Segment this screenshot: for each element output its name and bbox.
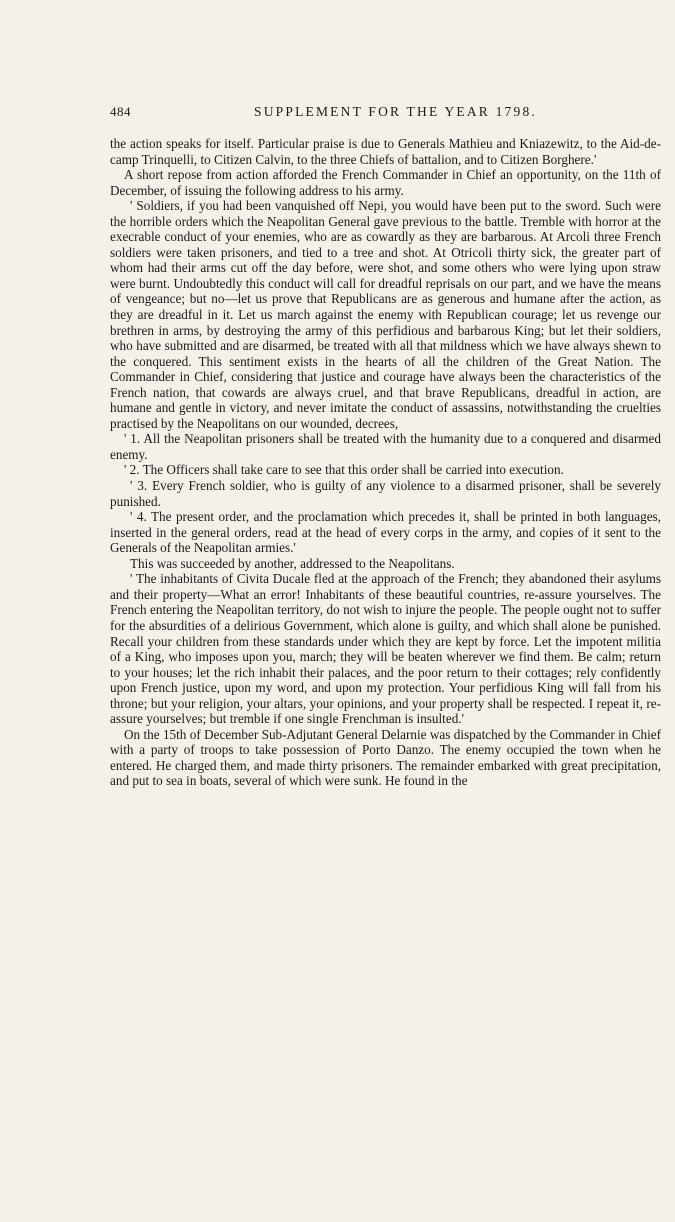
paragraph-10: On the 15th of December Sub-Adjutant General Delarnie was dispatched by the Commander in Chief with a party of troops to take possession of Porto Danzo. The enemy occupied the town when he entered. He charged them, and made thirty prisoners. The remainder embarked with great precipitation, and put to sea in boats, several of which were sunk. He found in the <box>110 726 661 789</box>
paragraph-9: ' The inhabitants of Civita Ducale fled at the approach of the French; they abandoned their asylums and their property—What an error! Inhabitants of these beautiful countries, re-assure yourselves. The French entering the Neapolitan territory, do not wish to injure the people. The people ought not to suffer for the absurdities of a delirious Government, which alone is guilty, and which shall alone be punished. Recall your children from these standards under which they are kept by force. Let the impotent militia of a King, who imposes upon you, march; they will be beaten wherever we find them. Be calm; return to your houses; let the rich inhabit their palaces, and the poor return to their cottages; rely confidently upon French justice, upon my word, and upon my protection. Your perfidious King will fall from his throne; but your religion, your altars, your opinions, and your property shall be respected. I repeat it, re-assure yourselves; but tremble if one single Frenchman is insulted.' <box>110 571 661 727</box>
paragraph-5: ' 2. The Officers shall take care to see that this order shall be carried into execution. <box>124 462 564 478</box>
paragraph-8: This was succeeded by another, addressed to the Neapolitans. <box>130 555 455 571</box>
paragraph-2: A short repose from action afforded the French Commander in Chief an opportunity, on the 11th of December, of issuing the following address to his army. <box>110 167 661 198</box>
paragraph-4: ' 1. All the Neapolitan prisoners shall be treated with the humanity due to a conquered and disarmed enemy. <box>110 431 661 462</box>
paragraph-3: ' Soldiers, if you had been vanquished off Nepi, you would have been put to the sword. Such were the horrible orders which the Neapolitan General gave previous to the battle. Tremble with horror at the execrable conduct of your enemies, who are as cowardly as they are barbarous. At Arcoli three French soldiers were taken prisoners, and tied to a tree and shot. At Otricoli thirty sick, the greater part of whom had their arms cut off the day before, were shot, and some others who were lying upon straw were burnt. Undoubtedly this conduct will call for dreadful reprisals on our part, and we have the means of vengeance; but no—let us prove that Republicans are as generous and humane after the action, as they are dreadful in it. Let us march against the enemy with Republican courage; let us revenge our brethren in arms, by destroying the army of this perfidious and barbarous King; but let their soldiers, who have submitted and are disarmed, be treated with all that mildness which we have always shewn to the conquered. This sentiment exists in the hearts of all the children of the Great Nation. The Commander in Chief, considering that justice and courage have always been the characteristics of the French nation, that cowards are always cruel, and that brave Republicans, dreadful in action, are humane and gentle in victory, and never imitate the conduct of assassins, notwithstanding the cruelties practised by the Neapolitans on our wounded, decrees, <box>110 198 661 431</box>
page-header <box>110 104 661 126</box>
paragraph-6: ' 3. Every French soldier, who is guilty of any violence to a disarmed prisoner, shall be severely punished. <box>110 478 661 509</box>
paragraph-1: the action speaks for itself. Particular praise is due to Generals Mathieu and Kniazewitz, to the Aid-de-camp Trinquelli, to Citizen Calvin, to the three Chiefs of battalion, and to Citizen Borghere.' <box>110 136 661 167</box>
paragraph-7: ' 4. The present order, and the proclamation which precedes it, shall be printed in both languages, inserted in the general orders, read at the head of every corps in the army, and copies of it sent to the Generals of the Neapolitan armies.' <box>110 509 661 556</box>
page-number: 484 <box>110 104 131 119</box>
running-title: SUPPLEMENT FOR THE YEAR 1798. <box>254 104 537 119</box>
body-text <box>110 136 661 789</box>
